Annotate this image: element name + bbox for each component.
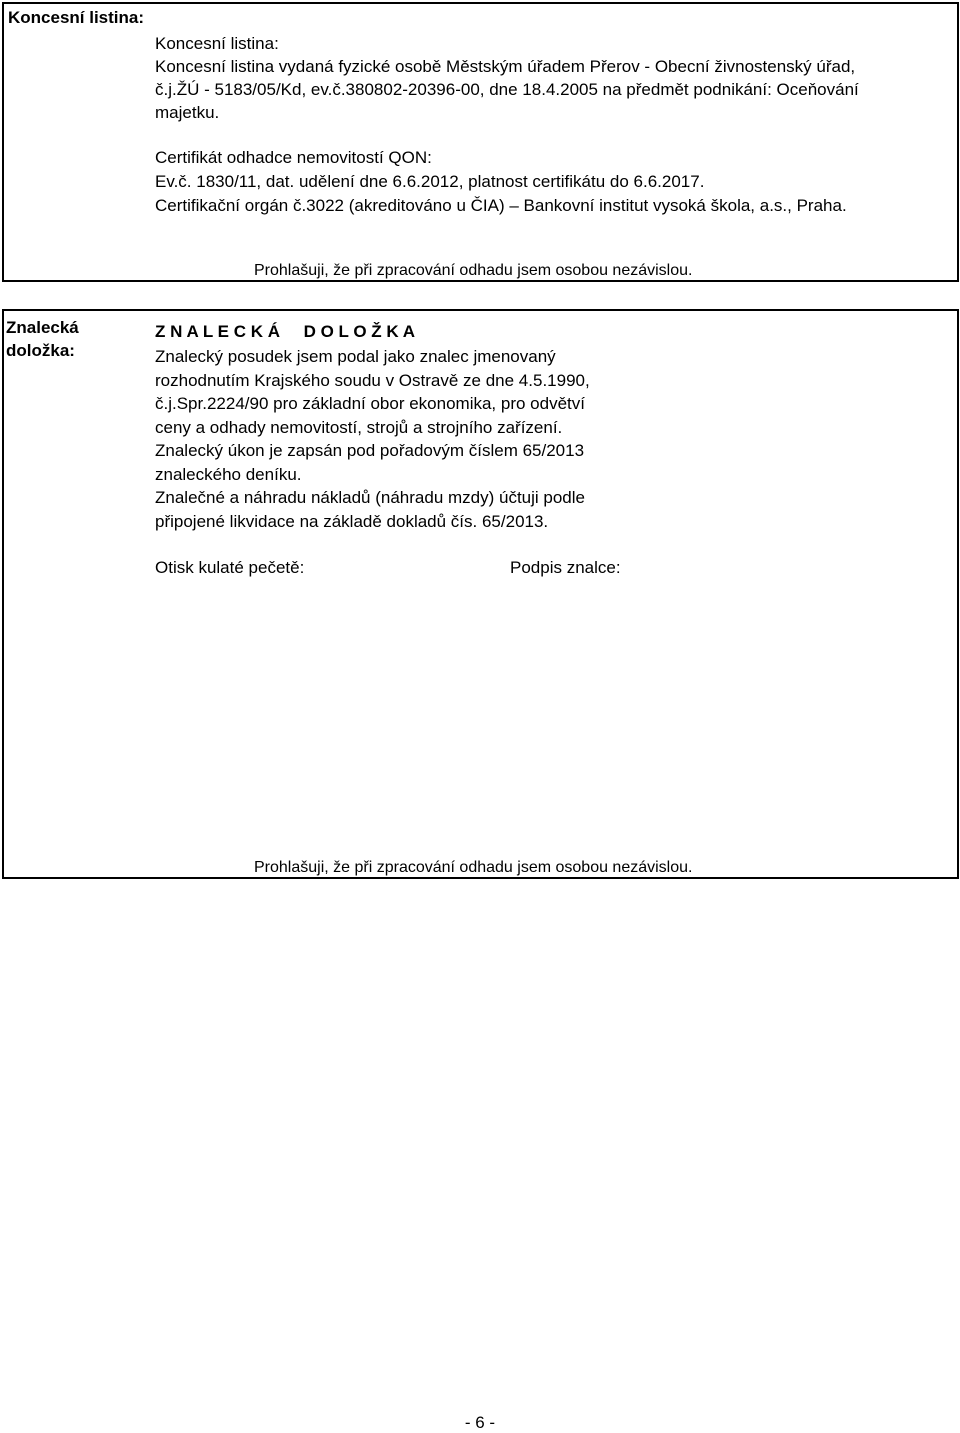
- clause-line: připojené likvidace na základě dokladů čís. 65/2013.: [155, 512, 549, 531]
- concession-section: [2, 2, 959, 282]
- clause-declaration: Prohlašuji, že při zpracování odhadu jsem osobou nezávislou.: [254, 859, 693, 876]
- clause-line: Znalecký úkon je zapsán pod pořadovým číslem 65/2013: [155, 441, 585, 460]
- clause-line: ceny a odhady nemovitostí, strojů a strojního zařízení.: [155, 418, 563, 437]
- clause-title: Z N A L E C K Á D O L O Ž K A: [155, 322, 416, 341]
- page-number: - 6 -: [464, 1413, 496, 1432]
- stamp-label: Otisk kulaté pečetě:: [155, 558, 305, 577]
- clause-side-label-line2: doložka:: [6, 341, 75, 360]
- certificate-line: Certifikační orgán č.3022 (akreditováno u ČIA) – Bankovní institut vysoká škola, a.s., Praha.: [155, 196, 847, 215]
- clause-line: rozhodnutím Krajského soudu v Ostravě ze dne 4.5.1990,: [155, 371, 590, 390]
- concession-side-label: Koncesní listina:: [8, 8, 145, 27]
- certificate-line: Ev.č. 1830/11, dat. udělení dne 6.6.2012, platnost certifikátu do 6.6.2017.: [155, 172, 705, 191]
- clause-line: č.j.Spr.2224/90 pro základní obor ekonomika, pro odvětví: [155, 394, 585, 413]
- signature-label: Podpis znalce:: [510, 558, 621, 577]
- concession-line: č.j.ŽÚ - 5183/05/Kd, ev.č.380802-20396-00, dne 18.4.2005 na předmět podnikání: Oceňování: [155, 80, 859, 99]
- concession-heading: Koncesní listina:: [155, 34, 279, 53]
- clause-line: Znalečné a náhradu nákladů (náhradu mzdy) účtuji podle: [155, 488, 585, 507]
- clause-line: Znalecký posudek jsem podal jako znalec jmenovaný: [155, 347, 556, 366]
- concession-line: majetku.: [155, 103, 220, 122]
- clause-line: znaleckého deníku.: [155, 465, 302, 484]
- concession-declaration: Prohlašuji, že při zpracování odhadu jsem osobou nezávislou.: [254, 262, 693, 279]
- clause-side-label-line1: Znalecká: [6, 318, 79, 337]
- certificate-line: Certifikát odhadce nemovitostí QON:: [155, 148, 432, 167]
- concession-line: Koncesní listina vydaná fyzické osobě Městským úřadem Přerov - Obecní živnostenský úřad,: [155, 57, 856, 76]
